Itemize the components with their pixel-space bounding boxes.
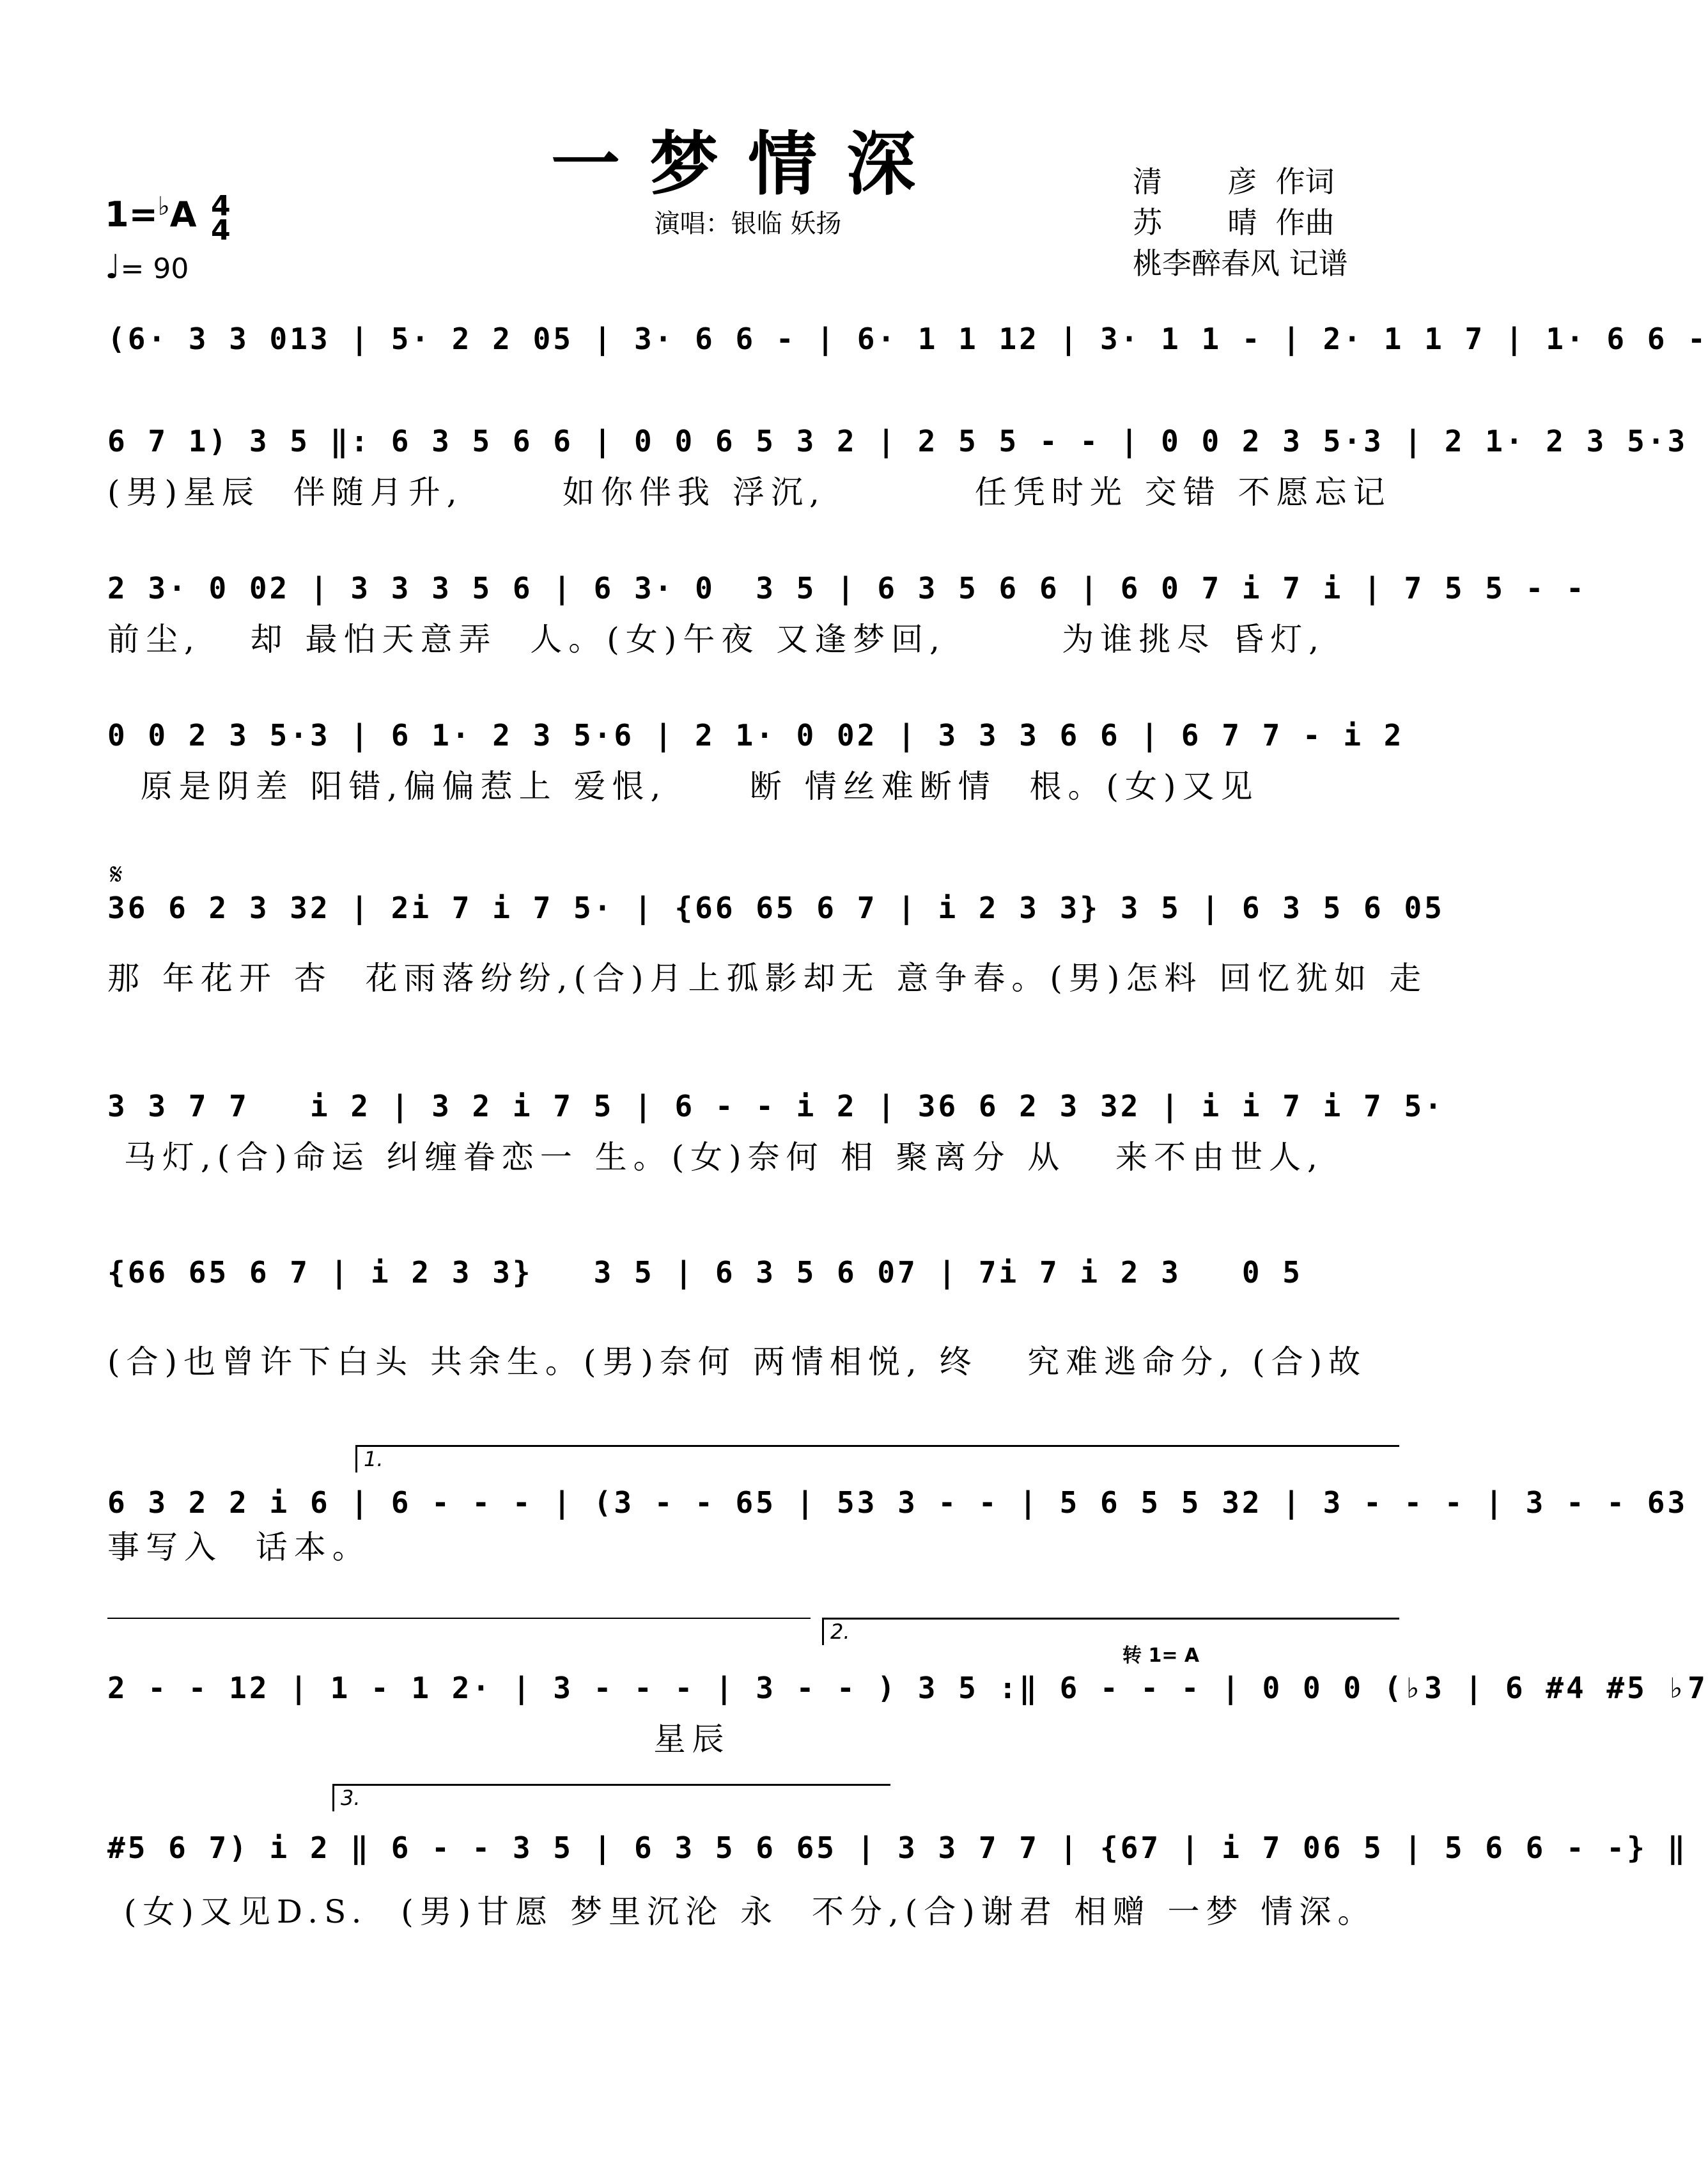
lyrics-line: (男)星辰 伴随月升, 如你伴我 浮沉, 任凭时光 交错 不愿忘记 [107, 474, 1392, 511]
transcriber-credit: 桃李醉春风 记谱 [1133, 246, 1348, 281]
song-title: 一梦情深 [550, 125, 945, 205]
tempo-value: = 90 [120, 253, 189, 285]
lyrics-line: 事写入 话本。 [107, 1529, 371, 1566]
notation-line: 2 - - 12 | 1 - 1 2· | 3 - - - | 3 - - ) 3 5 :‖ 6 - - - | 0 0 0 (♭3 | 6 #4 #5 ♭7 [107, 1671, 1708, 1705]
notation-line: 2 3· 0 02 | 3 3 3 5 6 | 6 3· 0 3 5 | 6 3 5 6 6 | 6 0 7 i 7 i | 7 5 5 - - [107, 571, 1587, 605]
composer-credit: 苏 晴 作曲 [1133, 205, 1335, 240]
flat-icon: ♭ [157, 192, 170, 221]
singer-credit: 演唱：银临 妖扬 [654, 209, 842, 238]
quarter-note-icon: ♩ [105, 248, 121, 286]
volta-3-bracket [332, 1784, 890, 1811]
notation-line: 6 7 1) 3 5 ‖: 6 3 5 6 6 | 0 0 6 5 3 2 | 2 5 5 - - | 0 0 2 3 5·3 | 2 1· 2 3 5·3 [107, 424, 1688, 458]
volta-3-label: 3. [341, 1786, 361, 1810]
modulation-mark: 转 1= A [1122, 1644, 1200, 1667]
notation-line: 6 3 2 2 i 6 | 6 - - - | (3 - - 65 | 53 3 - - | 5 6 5 5 32 | 3 - - - | 3 - - 63 [107, 1485, 1688, 1520]
notation-line: (6· 3 3 013 | 5· 2 2 05 | 3· 6 6 - | 6· 1 1 12 | 3· 1 1 - | 2· 1 1 7 | 1· 6 6 - [107, 322, 1708, 356]
time-signature [211, 190, 231, 247]
time-bottom: 4 [211, 214, 231, 247]
lyricist-credit: 清 彦 作词 [1133, 164, 1335, 199]
lyrics-line: 前尘, 却 最怕天意弄 人。(女)午夜 又逢梦回, 为谁挑尽 昏灯, [107, 621, 1326, 658]
time-top: 4 [211, 190, 231, 223]
lyrics-line: 那 年花开 杏 花雨落纷纷,(合)月上孤影却无 意争春。(男)怎料 回忆犹如 走 [107, 960, 1428, 997]
notation-line: 3 3 7 7 i 2 | 3 2 i 7 5 | 6 - - i 2 | 36 6 2 3 32 | i i 7 i 7 5· [107, 1089, 1445, 1123]
lyrics-line: 原是阴差 阳错,偏偏惹上 爱恨, 断 情丝难断情 根。(女)又见 [107, 768, 1259, 805]
tempo-mark [105, 248, 189, 286]
volta-1-bracket [355, 1445, 1399, 1472]
key-label: 1= [105, 194, 158, 235]
volta-2-bracket [822, 1618, 1399, 1645]
notation-line: {66 65 6 7 | i 2 3 3} 3 5 | 6 3 5 6 07 | 7i 7 i 2 3 0 5 [107, 1255, 1303, 1290]
notation-line: 0 0 2 3 5·3 | 6 1· 2 3 5·6 | 2 1· 0 02 | 3 3 3 6 6 | 6 7 7 - i 2 [107, 718, 1404, 753]
lyrics-line: 马灯,(合)命运 纠缠眷恋一 生。(女)奈何 相 聚离分 从 来不由世人, [107, 1139, 1324, 1176]
volta-2-label: 2. [830, 1620, 850, 1644]
lyrics-line: (合)也曾许下白头 共余生。(男)奈何 两情相悦, 终 究难逃命分, (合)故 [107, 1343, 1367, 1380]
volta-1-continuation-line [107, 1618, 811, 1619]
volta-1-label: 1. [364, 1447, 384, 1471]
lyrics-line: 星辰 [107, 1721, 731, 1758]
credits-block [1133, 161, 1348, 284]
key-signature [105, 192, 197, 235]
key-note: A [169, 194, 197, 235]
notation-line: 36 6 2 3 32 | 2i 7 i 7 5· | {66 65 6 7 | i 2 3 3} 3 5 | 6 3 5 6 05 [107, 891, 1445, 925]
lyrics-line: (女)又见D.S. (男)甘愿 梦里沉沦 永 不分,(合)谢君 相赠 一梦 情深。 [107, 1893, 1376, 1930]
segno-icon: 𝄋 [110, 857, 123, 891]
notation-line: #5 6 7) i 2 ‖ 6 - - 3 5 | 6 3 5 6 65 | 3 3 7 7 | {67 | i 7 06 5 | 5 6 6 - -} ‖ [107, 1831, 1688, 1865]
